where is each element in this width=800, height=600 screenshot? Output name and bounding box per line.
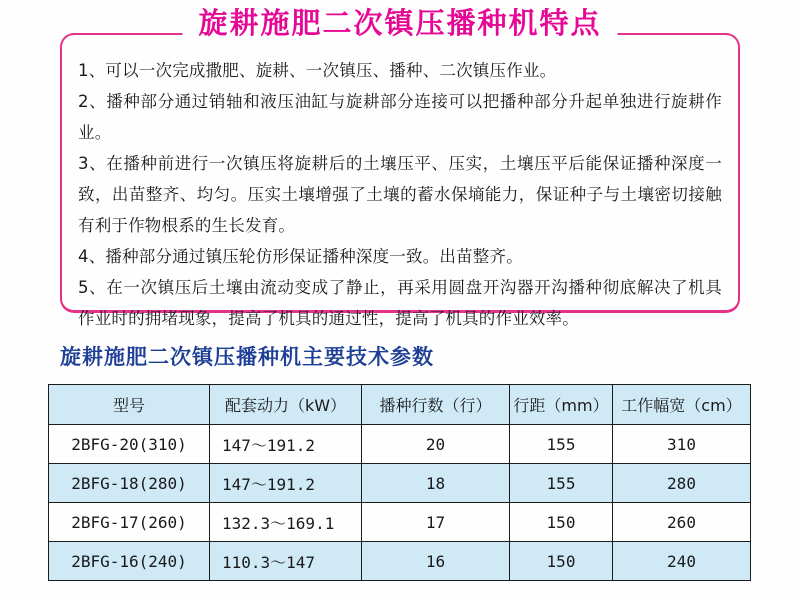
cell-row-space: 155 xyxy=(510,464,613,503)
feature-item-1: 1、可以一次完成撒肥、旋耕、一次镇压、播种、二次镇压作业。 xyxy=(78,61,557,80)
table-row xyxy=(49,542,751,581)
cell-power: 147～191.2 xyxy=(210,425,362,464)
cell-work-width: 240 xyxy=(613,542,751,581)
cell-model: 2BFG-17(260) xyxy=(49,503,210,542)
feature-item-3: 3、在播种前进行一次镇压将旋耕后的土壤压平、压实，土壤压平后能保证播种深度一致，出苗整齐、均匀。压实土壤增强了土壤的蓄水保墒能力，保证种子与土壤密切接触有利于作物根系的生长发育。 xyxy=(78,154,722,235)
table-row xyxy=(49,425,751,464)
table-row xyxy=(49,464,751,503)
cell-work-width: 280 xyxy=(613,464,751,503)
feature-item-4: 4、播种部分通过镇压轮仿形保证播种深度一致。出苗整齐。 xyxy=(78,247,523,266)
cell-model: 2BFG-20(310) xyxy=(49,425,210,464)
feature-item-2: 2、播种部分通过销轴和液压油缸与旋耕部分连接可以把播种部分升起单独进行旋耕作业。 xyxy=(78,92,722,142)
feature-item-5: 5、在一次镇压后土壤由流动变成了静止，再采用圆盘开沟器开沟播种彻底解决了机具作业时的拥堵现象，提高了机具的通过性，提高了机具的作业效率。 xyxy=(78,278,722,328)
cell-power: 132.3～169.1 xyxy=(210,503,362,542)
feature-box xyxy=(60,33,740,328)
spec-section-heading: 旋耕施肥二次镇压播种机主要技术参数 xyxy=(60,344,434,369)
cell-row-space: 150 xyxy=(510,503,613,542)
cell-seed-rows: 17 xyxy=(362,503,510,542)
feature-list xyxy=(62,35,738,334)
cell-power: 110.3～147 xyxy=(210,542,362,581)
col-header-model: 型号 xyxy=(49,385,210,425)
cell-row-space: 155 xyxy=(510,425,613,464)
feature-box-title: 旋耕施肥二次镇压播种机特点 xyxy=(182,7,617,39)
cell-seed-rows: 18 xyxy=(362,464,510,503)
cell-power: 147～191.2 xyxy=(210,464,362,503)
cell-work-width: 310 xyxy=(613,425,751,464)
col-header-power: 配套动力（kW） xyxy=(210,385,362,425)
cell-seed-rows: 16 xyxy=(362,542,510,581)
spec-table xyxy=(48,384,751,581)
col-header-work-width: 工作幅宽（cm） xyxy=(613,385,751,425)
cell-model: 2BFG-16(240) xyxy=(49,542,210,581)
cell-work-width: 260 xyxy=(613,503,751,542)
spec-table-header-row xyxy=(49,385,751,425)
cell-seed-rows: 20 xyxy=(362,425,510,464)
col-header-seed-rows: 播种行数（行） xyxy=(362,385,510,425)
col-header-row-space: 行距（mm） xyxy=(510,385,613,425)
cell-model: 2BFG-18(280) xyxy=(49,464,210,503)
cell-row-space: 150 xyxy=(510,542,613,581)
table-row xyxy=(49,503,751,542)
